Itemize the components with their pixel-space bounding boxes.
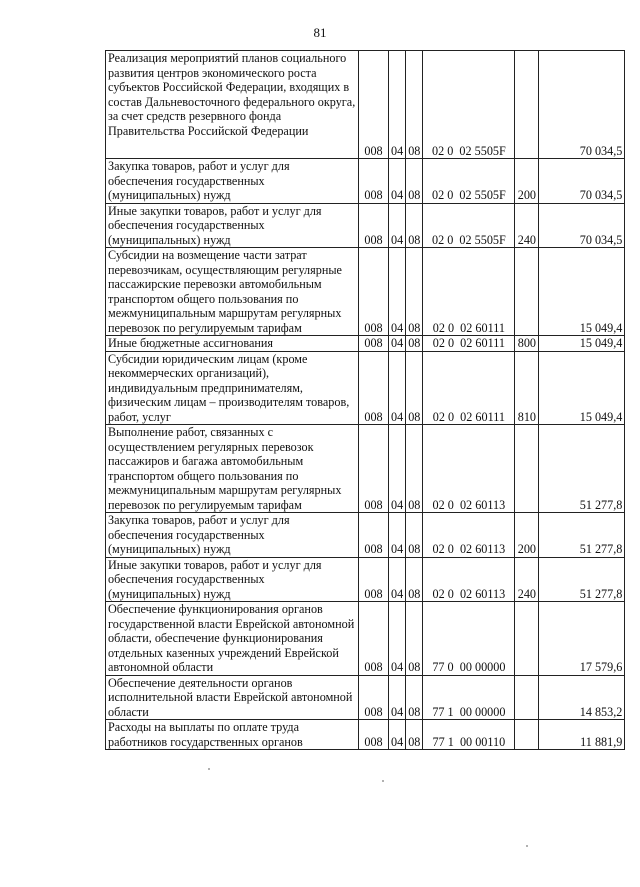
row-name-cell: Закупка товаров, работ и услуг для обеспечения государственных (муниципальных) нужд [106,513,359,558]
amount-cell: 70 034,5 [539,203,625,248]
section-code-cell: 04 [389,351,406,425]
section-code-cell: 04 [389,248,406,336]
table-row [106,513,625,558]
section-code-cell: 04 [389,557,406,602]
scan-speck [208,768,210,770]
subsection-code-cell: 08 [406,351,423,425]
expense-type-cell: 810 [515,351,539,425]
table-row [106,720,625,750]
section-code-cell: 04 [389,675,406,720]
row-name-cell: Обеспечение деятельности органов исполнительной власти Еврейской автономной области [106,675,359,720]
target-article-cell: 02 0 02 60113 [423,425,515,513]
amount-cell: 70 034,5 [539,51,625,159]
table-row [106,557,625,602]
table-row [106,51,625,159]
expense-type-cell [515,248,539,336]
row-name-cell: Расходы на выплаты по оплате труда работников государственных органов [106,720,359,750]
target-article-cell: 77 1 00 00110 [423,720,515,750]
target-article-cell: 02 0 02 60111 [423,351,515,425]
scan-speck [382,780,384,782]
table-row [106,602,625,676]
row-name-cell: Иные бюджетные ассигнования [106,336,359,352]
budget-table-body [106,51,625,750]
table-row [106,159,625,204]
ministry-code-cell: 008 [359,336,389,352]
subsection-code-cell: 08 [406,557,423,602]
expense-type-cell [515,675,539,720]
amount-cell: 17 579,6 [539,602,625,676]
amount-cell: 15 049,4 [539,336,625,352]
row-name-cell: Субсидии юридическим лицам (кроме некоммерческих организаций), индивидуальным предпринимателям, физическим лицам – производителям товаров, работ, услуг [106,351,359,425]
table-row [106,336,625,352]
table-row [106,425,625,513]
section-code-cell: 04 [389,203,406,248]
ministry-code-cell: 008 [359,557,389,602]
expense-type-cell [515,602,539,676]
table-row [106,248,625,336]
target-article-cell: 02 0 02 60113 [423,557,515,602]
expense-type-cell [515,425,539,513]
target-article-cell: 02 0 02 5505F [423,159,515,204]
row-name-cell: Субсидии на возмещение части затрат перевозчикам, осуществляющим регулярные пассажирские перевозки автомобильным транспортом общего пользования по межмуниципальным маршрутам регулярных перевозок по регулируемым тарифам [106,248,359,336]
target-article-cell: 02 0 02 5505F [423,51,515,159]
table-row [106,675,625,720]
subsection-code-cell: 08 [406,159,423,204]
ministry-code-cell: 008 [359,720,389,750]
ministry-code-cell: 008 [359,513,389,558]
ministry-code-cell: 008 [359,425,389,513]
subsection-code-cell: 08 [406,602,423,676]
ministry-code-cell: 008 [359,602,389,676]
ministry-code-cell: 008 [359,51,389,159]
section-code-cell: 04 [389,51,406,159]
row-name-cell: Закупка товаров, работ и услуг для обеспечения государственных (муниципальных) нужд [106,159,359,204]
subsection-code-cell: 08 [406,675,423,720]
section-code-cell: 04 [389,425,406,513]
target-article-cell: 02 0 02 5505F [423,203,515,248]
expense-type-cell: 200 [515,159,539,204]
budget-table [105,50,625,750]
expense-type-cell: 800 [515,336,539,352]
table-row [106,351,625,425]
subsection-code-cell: 08 [406,336,423,352]
amount-cell: 11 881,9 [539,720,625,750]
amount-cell: 51 277,8 [539,425,625,513]
target-article-cell: 77 1 00 00000 [423,675,515,720]
ministry-code-cell: 008 [359,159,389,204]
target-article-cell: 02 0 02 60111 [423,248,515,336]
subsection-code-cell: 08 [406,513,423,558]
scan-speck [526,845,528,847]
row-name-cell: Иные закупки товаров, работ и услуг для обеспечения государственных (муниципальных) нужд [106,203,359,248]
ministry-code-cell: 008 [359,248,389,336]
table-row [106,203,625,248]
page-number: 81 [313,25,327,40]
expense-type-cell: 240 [515,557,539,602]
subsection-code-cell: 08 [406,203,423,248]
expense-type-cell [515,720,539,750]
subsection-code-cell: 08 [406,51,423,159]
amount-cell: 15 049,4 [539,248,625,336]
amount-cell: 14 853,2 [539,675,625,720]
subsection-code-cell: 08 [406,248,423,336]
subsection-code-cell: 08 [406,425,423,513]
target-article-cell: 02 0 02 60113 [423,513,515,558]
row-name-cell: Выполнение работ, связанных с осуществлением регулярных перевозок пассажиров и багажа автомобильным транспортом общего пользования по межмуниципальным маршрутам регулярных перевозок по регулируемым тарифам [106,425,359,513]
section-code-cell: 04 [389,602,406,676]
subsection-code-cell: 08 [406,720,423,750]
amount-cell: 15 049,4 [539,351,625,425]
expense-type-cell: 240 [515,203,539,248]
ministry-code-cell: 008 [359,675,389,720]
row-name-cell: Реализация мероприятий планов социального развития центров экономического роста субъектов Российской Федерации, входящих в состав Дальневосточного федерального округа, за счет средств резервного фонда Правительства Российской Федерации [106,51,359,159]
amount-cell: 70 034,5 [539,159,625,204]
target-article-cell: 02 0 02 60111 [423,336,515,352]
amount-cell: 51 277,8 [539,557,625,602]
section-code-cell: 04 [389,159,406,204]
target-article-cell: 77 0 00 00000 [423,602,515,676]
section-code-cell: 04 [389,336,406,352]
expense-type-cell: 200 [515,513,539,558]
ministry-code-cell: 008 [359,351,389,425]
row-name-cell: Обеспечение функционирования органов государственной власти Еврейской автономной области, обеспечение функционирования отдельных казенных учреждений Еврейской автономной области [106,602,359,676]
row-name-cell: Иные закупки товаров, работ и услуг для обеспечения государственных (муниципальных) нужд [106,557,359,602]
expense-type-cell [515,51,539,159]
section-code-cell: 04 [389,513,406,558]
section-code-cell: 04 [389,720,406,750]
amount-cell: 51 277,8 [539,513,625,558]
ministry-code-cell: 008 [359,203,389,248]
